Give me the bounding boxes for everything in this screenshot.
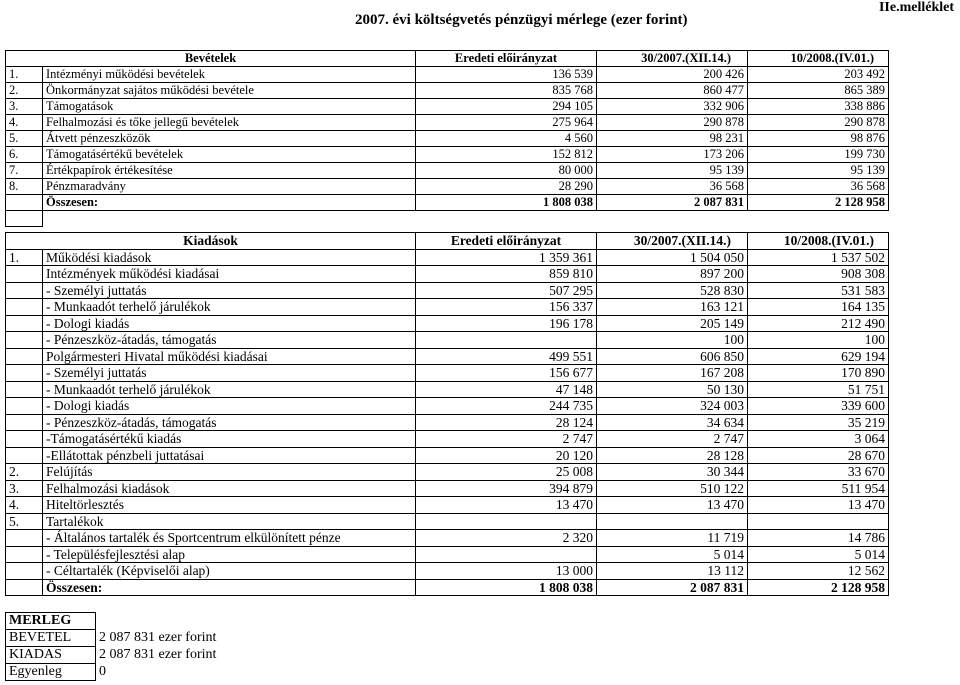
row-label: Felhalmozási kiadások (43, 480, 416, 497)
row-mod2-value: 14 786 (748, 530, 889, 547)
income-header-original: Eredeti előirányzat (416, 51, 597, 67)
row-mod1-value: 290 878 (597, 115, 748, 131)
row-original-value: 136 539 (416, 67, 597, 83)
balance-label: BEVETEL (6, 630, 96, 647)
row-mod1-value (597, 513, 748, 530)
row-index (6, 282, 43, 299)
income-table (5, 50, 889, 227)
row-mod2-value (748, 513, 889, 530)
row-original-value: 156 677 (416, 365, 597, 382)
row-original-value: 507 295 (416, 282, 597, 299)
row-label: Önkormányzat sajátos működési bevétele (43, 83, 416, 99)
row-mod1-value: 324 003 (597, 398, 748, 415)
row-index: 8. (6, 179, 43, 195)
income-header-mod1: 30/2007.(XII.14.) (597, 51, 748, 67)
row-label: - Általános tartalék és Sportcentrum elkülönített pénze (43, 530, 416, 547)
balance-label: Egyenleg (6, 664, 96, 681)
row-label: Felhalmozási és tőke jellegű bevételek (43, 115, 416, 131)
row-mod2-value: 28 670 (748, 447, 889, 464)
total-mod1-value: 2 087 831 (597, 579, 748, 596)
row-index (6, 546, 43, 563)
row-index: 4. (6, 115, 43, 131)
balance-row (6, 630, 246, 647)
balance-value: 2 087 831 ezer forint (99, 630, 217, 645)
row-mod1-value: 167 208 (597, 365, 748, 382)
total-original-value: 1 808 038 (416, 579, 597, 596)
income-row (6, 131, 889, 147)
row-mod2-value: 338 886 (748, 99, 889, 115)
expenses-row (6, 365, 889, 382)
row-mod2-value: 290 878 (748, 115, 889, 131)
row-mod1-value: 606 850 (597, 348, 748, 365)
row-mod1-value: 1 504 050 (597, 249, 748, 266)
row-original-value (416, 546, 597, 563)
row-mod2-value: 212 490 (748, 315, 889, 332)
expenses-row (6, 513, 889, 530)
row-index (6, 414, 43, 431)
expenses-row (6, 266, 889, 283)
row-mod2-value: 170 890 (748, 365, 889, 382)
balance-row (6, 664, 246, 681)
row-label: Működési kiadások (43, 249, 416, 266)
row-label: Intézményi működési bevételek (43, 67, 416, 83)
row-mod1-value: 200 426 (597, 67, 748, 83)
page-title: 2007. évi költségvetés pénzügyi mérlege (ezer forint) (355, 12, 688, 28)
row-index: 5. (6, 131, 43, 147)
balance-title-row (6, 613, 246, 630)
row-original-value: 156 337 (416, 299, 597, 316)
row-original-value: 80 000 (416, 163, 597, 179)
row-original-value: 4 560 (416, 131, 597, 147)
row-label: - Pénzeszköz-átadás, támogatás (43, 332, 416, 349)
spacer-cell (6, 211, 43, 227)
row-mod1-value: 98 231 (597, 131, 748, 147)
row-index (6, 431, 43, 448)
row-label: - Pénzeszköz-átadás, támogatás (43, 414, 416, 431)
row-mod1-value: 50 130 (597, 381, 748, 398)
row-index (6, 299, 43, 316)
total-index (6, 579, 43, 596)
expenses-row (6, 315, 889, 332)
row-mod2-value: 3 064 (748, 431, 889, 448)
row-original-value: 152 812 (416, 147, 597, 163)
row-label: Támogatások (43, 99, 416, 115)
row-mod2-value: 164 135 (748, 299, 889, 316)
row-index: 3. (6, 480, 43, 497)
row-original-value: 196 178 (416, 315, 597, 332)
row-label: Értékpapírok értékesítése (43, 163, 416, 179)
total-mod1-value: 2 087 831 (597, 195, 748, 211)
row-label: -Támogatásértékű kiadás (43, 431, 416, 448)
row-original-value: 20 120 (416, 447, 597, 464)
row-mod2-value: 51 751 (748, 381, 889, 398)
expenses-row (6, 497, 889, 514)
row-label: Polgármesteri Hivatal működési kiadásai (43, 348, 416, 365)
row-index (6, 348, 43, 365)
spacer-row (6, 211, 889, 227)
row-mod1-value: 36 568 (597, 179, 748, 195)
row-index (6, 365, 43, 382)
row-mod2-value: 865 389 (748, 83, 889, 99)
income-header-label: Bevételek (6, 51, 416, 67)
expenses-header-original: Eredeti előirányzat (416, 233, 597, 250)
row-index: 2. (6, 83, 43, 99)
row-mod2-value: 339 600 (748, 398, 889, 415)
expenses-row (6, 398, 889, 415)
expenses-header-label: Kiadások (6, 233, 416, 250)
expenses-row (6, 282, 889, 299)
row-mod1-value: 510 122 (597, 480, 748, 497)
row-index: 7. (6, 163, 43, 179)
expenses-row (6, 414, 889, 431)
expenses-row (6, 563, 889, 580)
row-mod1-value: 100 (597, 332, 748, 349)
row-index (6, 530, 43, 547)
row-label: -Ellátottak pénzbeli juttatásai (43, 447, 416, 464)
row-original-value: 28 290 (416, 179, 597, 195)
row-original-value: 25 008 (416, 464, 597, 481)
row-mod1-value: 2 747 (597, 431, 748, 448)
row-index: 4. (6, 497, 43, 514)
row-index: 1. (6, 67, 43, 83)
row-mod2-value: 908 308 (748, 266, 889, 283)
row-mod1-value: 528 830 (597, 282, 748, 299)
row-label: Pénzmaradvány (43, 179, 416, 195)
expenses-total-row (6, 579, 889, 596)
income-row (6, 67, 889, 83)
row-original-value: 835 768 (416, 83, 597, 99)
row-original-value: 859 810 (416, 266, 597, 283)
balance-value: 2 087 831 ezer forint (99, 647, 217, 662)
balance-title-spacer (96, 613, 246, 630)
row-mod2-value: 5 014 (748, 546, 889, 563)
income-row (6, 99, 889, 115)
row-mod2-value: 36 568 (748, 179, 889, 195)
expenses-header-row (6, 233, 889, 250)
row-original-value: 13 000 (416, 563, 597, 580)
balance-label: KIADAS (6, 647, 96, 664)
row-mod1-value: 332 906 (597, 99, 748, 115)
total-index (6, 195, 43, 211)
row-original-value (416, 332, 597, 349)
income-header-row (6, 51, 889, 67)
row-index: 5. (6, 513, 43, 530)
row-mod1-value: 34 634 (597, 414, 748, 431)
expenses-row (6, 530, 889, 547)
balance-row (6, 647, 246, 664)
row-label: - Munkaadót terhelő járulékok (43, 381, 416, 398)
row-mod1-value: 95 139 (597, 163, 748, 179)
income-total-row (6, 195, 889, 211)
row-mod2-value: 95 139 (748, 163, 889, 179)
row-original-value: 244 735 (416, 398, 597, 415)
row-mod2-value: 199 730 (748, 147, 889, 163)
row-mod2-value: 35 219 (748, 414, 889, 431)
total-mod2-value: 2 128 958 (748, 195, 889, 211)
row-mod2-value: 33 670 (748, 464, 889, 481)
expenses-row (6, 299, 889, 316)
row-mod1-value: 30 344 (597, 464, 748, 481)
spacer-cell (43, 211, 889, 227)
row-mod1-value: 13 112 (597, 563, 748, 580)
row-mod2-value: 13 470 (748, 497, 889, 514)
row-original-value: 13 470 (416, 497, 597, 514)
total-mod2-value: 2 128 958 (748, 579, 889, 596)
row-mod1-value: 897 200 (597, 266, 748, 283)
row-mod1-value: 205 149 (597, 315, 748, 332)
row-original-value: 2 320 (416, 530, 597, 547)
row-index: 2. (6, 464, 43, 481)
expenses-row (6, 381, 889, 398)
row-original-value: 28 124 (416, 414, 597, 431)
income-header-mod2: 10/2008.(IV.01.) (748, 51, 889, 67)
row-index (6, 266, 43, 283)
row-label: - Személyi juttatás (43, 282, 416, 299)
annex-label: IIe.melléklet (878, 0, 954, 15)
row-label: Tartalékok (43, 513, 416, 530)
row-mod1-value: 28 128 (597, 447, 748, 464)
expenses-row (6, 249, 889, 266)
row-original-value: 2 747 (416, 431, 597, 448)
balance-title: MERLEG (6, 613, 96, 630)
expenses-row (6, 348, 889, 365)
row-mod2-value: 1 537 502 (748, 249, 889, 266)
row-label: Támogatásértékű bevételek (43, 147, 416, 163)
row-label: Hiteltörlesztés (43, 497, 416, 514)
expense-table (5, 232, 889, 596)
row-label: Felújítás (43, 464, 416, 481)
expenses-header-mod2: 10/2008.(IV.01.) (748, 233, 889, 250)
row-mod1-value: 5 014 (597, 546, 748, 563)
expenses-row (6, 480, 889, 497)
row-mod2-value: 12 562 (748, 563, 889, 580)
row-mod2-value: 100 (748, 332, 889, 349)
row-index (6, 315, 43, 332)
row-label: - Személyi juttatás (43, 365, 416, 382)
row-index (6, 381, 43, 398)
row-index (6, 563, 43, 580)
income-row (6, 163, 889, 179)
row-mod2-value: 98 876 (748, 131, 889, 147)
row-original-value: 294 105 (416, 99, 597, 115)
row-mod1-value: 860 477 (597, 83, 748, 99)
expenses-row (6, 546, 889, 563)
row-original-value: 499 551 (416, 348, 597, 365)
balance-table (5, 612, 246, 681)
row-mod2-value: 203 492 (748, 67, 889, 83)
income-row (6, 147, 889, 163)
row-mod2-value: 629 194 (748, 348, 889, 365)
row-label: - Céltartalék (Képviselői alap) (43, 563, 416, 580)
balance-value: 0 (99, 664, 106, 679)
row-mod1-value: 11 719 (597, 530, 748, 547)
row-label: - Munkaadót terhelő járulékok (43, 299, 416, 316)
income-row (6, 115, 889, 131)
row-original-value: 275 964 (416, 115, 597, 131)
row-mod1-value: 13 470 (597, 497, 748, 514)
row-mod1-value: 173 206 (597, 147, 748, 163)
income-row (6, 179, 889, 195)
row-index: 1. (6, 249, 43, 266)
total-label: Összesen: (43, 579, 416, 596)
row-mod2-value: 511 954 (748, 480, 889, 497)
row-label: - Dologi kiadás (43, 398, 416, 415)
row-original-value: 47 148 (416, 381, 597, 398)
expenses-row (6, 431, 889, 448)
row-label: Intézmények működési kiadásai (43, 266, 416, 283)
row-index (6, 332, 43, 349)
row-original-value: 1 359 361 (416, 249, 597, 266)
row-mod2-value: 531 583 (748, 282, 889, 299)
income-row (6, 83, 889, 99)
row-mod1-value: 163 121 (597, 299, 748, 316)
row-label: Átvett pénzeszközök (43, 131, 416, 147)
row-index (6, 398, 43, 415)
row-index (6, 447, 43, 464)
row-label: - Dologi kiadás (43, 315, 416, 332)
total-label: Összesen: (43, 195, 416, 211)
expenses-row (6, 464, 889, 481)
expenses-header-mod1: 30/2007.(XII.14.) (597, 233, 748, 250)
row-index: 3. (6, 99, 43, 115)
row-index: 6. (6, 147, 43, 163)
row-original-value (416, 513, 597, 530)
row-original-value: 394 879 (416, 480, 597, 497)
total-original-value: 1 808 038 (416, 195, 597, 211)
row-label: - Településfejlesztési alap (43, 546, 416, 563)
expenses-row (6, 447, 889, 464)
expenses-row (6, 332, 889, 349)
